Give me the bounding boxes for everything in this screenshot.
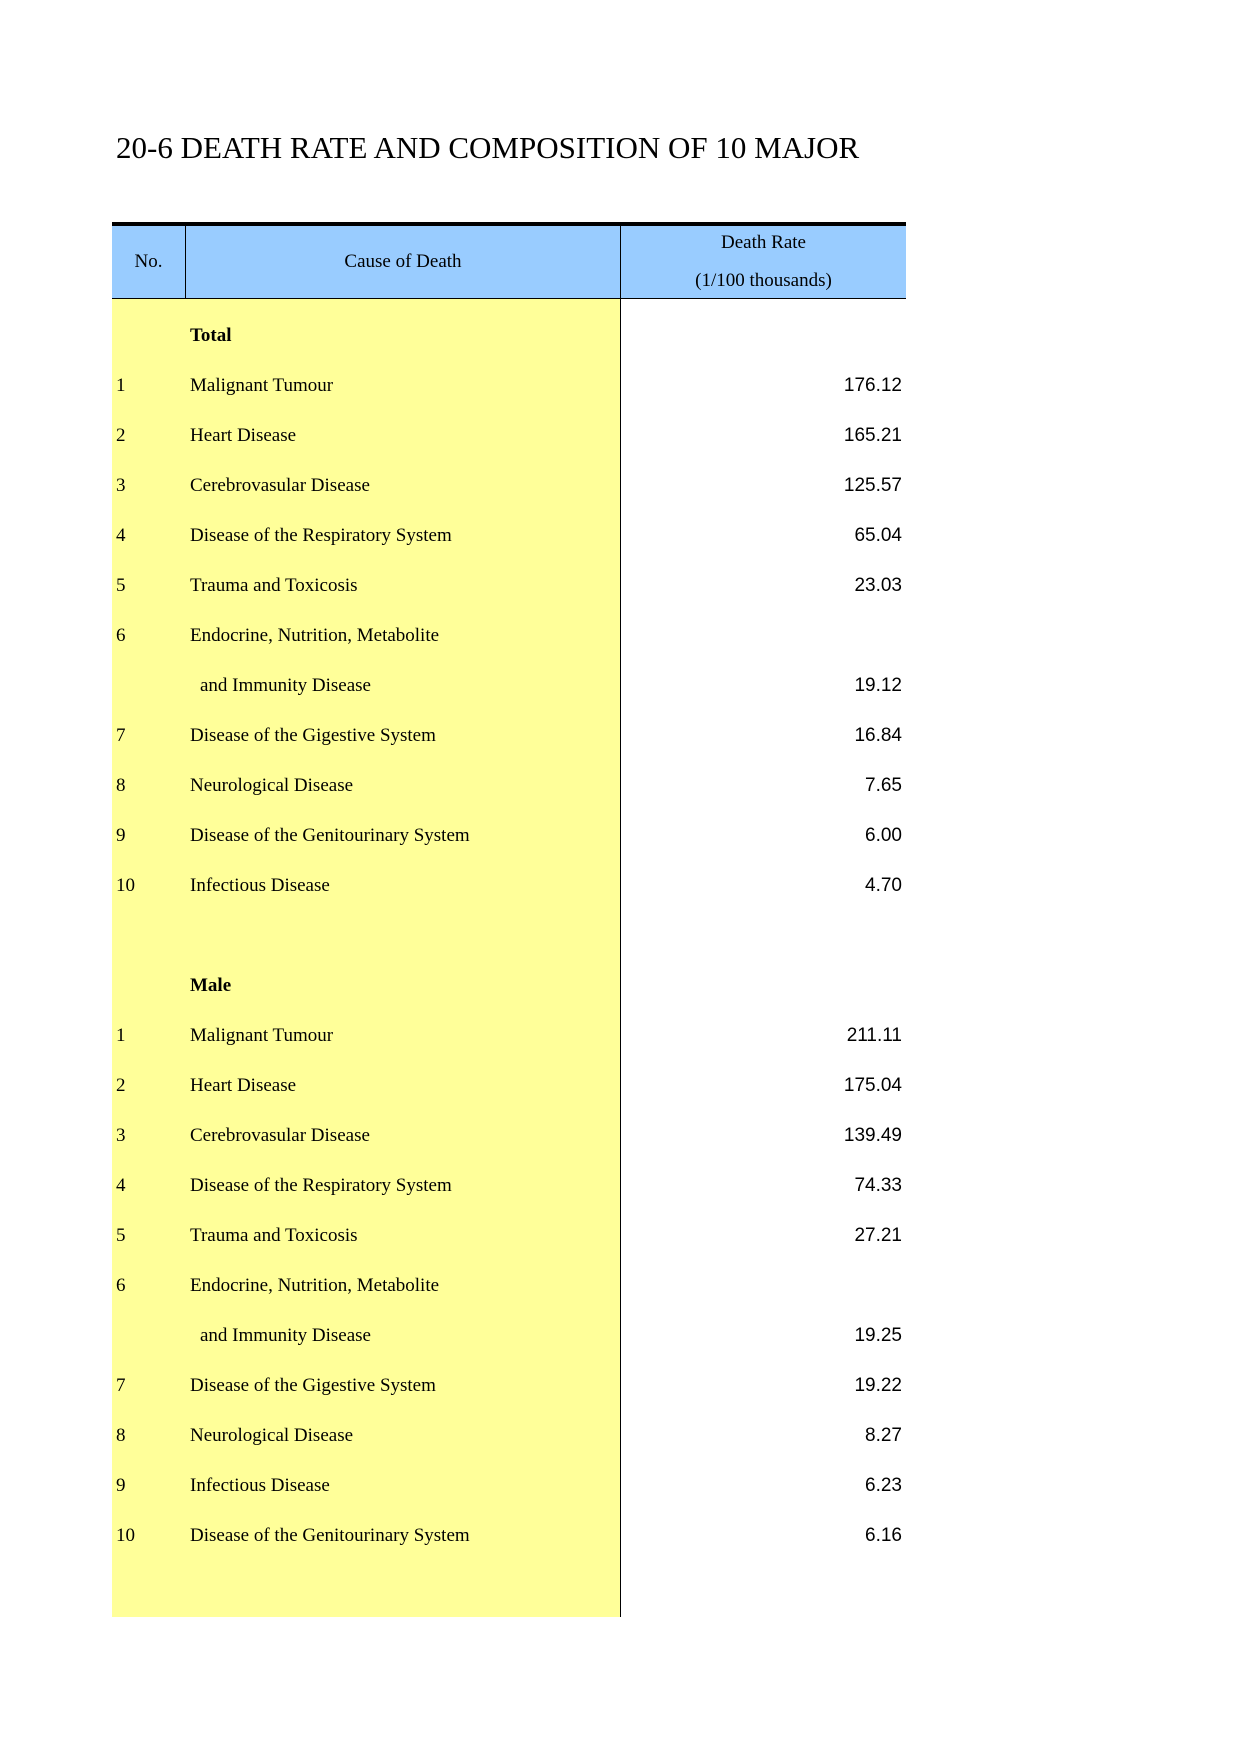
death-rate-cell: 6.23 bbox=[865, 1475, 902, 1496]
rank-cell: 4 bbox=[116, 1175, 126, 1196]
cause-cell: Trauma and Toxicosis bbox=[190, 1225, 358, 1246]
table-row bbox=[112, 1511, 906, 1561]
table-rows bbox=[112, 299, 906, 1561]
rank-cell: 2 bbox=[116, 425, 126, 446]
section-spacer bbox=[112, 911, 906, 961]
table-row bbox=[112, 1211, 906, 1261]
table-row bbox=[112, 1261, 906, 1311]
death-rate-cell: 139.49 bbox=[843, 1125, 902, 1146]
cause-cell: and Immunity Disease bbox=[200, 675, 371, 696]
death-rate-cell: 19.22 bbox=[854, 1375, 902, 1396]
death-rate-cell: 8.27 bbox=[865, 1425, 902, 1446]
death-rate-cell: 176.12 bbox=[843, 375, 902, 396]
death-rate-cell: 165.21 bbox=[843, 425, 902, 446]
header-rate-line2: (1/100 thousands) bbox=[695, 270, 832, 291]
section-label: Male bbox=[190, 975, 232, 996]
data-table bbox=[112, 222, 906, 1561]
table-row bbox=[112, 1411, 906, 1461]
table-row bbox=[112, 1111, 906, 1161]
cause-cell: Neurological Disease bbox=[190, 1425, 354, 1446]
table-row bbox=[112, 361, 906, 411]
rank-cell: 1 bbox=[116, 1025, 126, 1046]
rank-cell: 9 bbox=[116, 1475, 126, 1496]
cause-cell: and Immunity Disease bbox=[200, 1325, 371, 1346]
rank-cell: 9 bbox=[116, 825, 126, 846]
rank-cell: 7 bbox=[116, 1375, 126, 1396]
cause-cell: Disease of the Genitourinary System bbox=[190, 825, 470, 846]
cause-cell: Cerebrovasular Disease bbox=[190, 1125, 370, 1146]
section-label: Total bbox=[190, 325, 232, 346]
cause-cell: Infectious Disease bbox=[190, 1475, 330, 1496]
header-cause: Cause of Death bbox=[186, 226, 621, 298]
section-header-row bbox=[112, 961, 906, 1011]
cause-cell: Neurological Disease bbox=[190, 775, 354, 796]
rank-cell: 3 bbox=[116, 1125, 126, 1146]
rank-cell: 7 bbox=[116, 725, 126, 746]
rank-cell: 5 bbox=[116, 1225, 126, 1246]
death-rate-cell: 4.70 bbox=[865, 875, 902, 896]
death-rate-cell: 7.65 bbox=[865, 775, 902, 796]
table-row bbox=[112, 1061, 906, 1111]
death-rate-cell: 16.84 bbox=[854, 725, 902, 746]
cause-cell: Trauma and Toxicosis bbox=[190, 575, 358, 596]
table-row bbox=[112, 1161, 906, 1211]
cause-cell: Malignant Tumour bbox=[190, 375, 334, 396]
death-rate-cell: 65.04 bbox=[854, 525, 902, 546]
section-header-row bbox=[112, 311, 906, 361]
table-row bbox=[112, 1311, 906, 1361]
table-row bbox=[112, 861, 906, 911]
death-rate-cell: 6.16 bbox=[865, 1525, 902, 1546]
table-row bbox=[112, 611, 906, 661]
rank-cell: 5 bbox=[116, 575, 126, 596]
rank-cell: 10 bbox=[116, 1525, 135, 1546]
cause-cell: Heart Disease bbox=[190, 1075, 297, 1096]
header-rate-line1: Death Rate bbox=[721, 232, 806, 253]
rank-cell: 1 bbox=[116, 375, 126, 396]
rank-cell: 2 bbox=[116, 1075, 126, 1096]
header-no: No. bbox=[112, 226, 186, 298]
cause-cell: Malignant Tumour bbox=[190, 1025, 334, 1046]
table-body bbox=[112, 299, 906, 1561]
death-rate-cell: 175.04 bbox=[843, 1075, 902, 1096]
cause-cell: Endocrine, Nutrition, Metabolite bbox=[190, 1275, 440, 1296]
death-rate-cell: 211.11 bbox=[846, 1025, 902, 1046]
cause-cell: Cerebrovasular Disease bbox=[190, 475, 370, 496]
table-row bbox=[112, 411, 906, 461]
rank-cell: 4 bbox=[116, 525, 126, 546]
cause-cell: Disease of the Gigestive System bbox=[190, 1375, 436, 1396]
table-row bbox=[112, 1011, 906, 1061]
rank-cell: 8 bbox=[116, 775, 126, 796]
death-rate-cell: 27.21 bbox=[854, 1225, 902, 1246]
page-title-container bbox=[116, 128, 906, 178]
page-title: 20-6 DEATH RATE AND COMPOSITION OF 10 MAJOR bbox=[116, 130, 860, 165]
table-row bbox=[112, 711, 906, 761]
death-rate-cell: 23.03 bbox=[854, 575, 902, 596]
rank-cell: 8 bbox=[116, 1425, 126, 1446]
rank-cell: 6 bbox=[116, 1275, 126, 1296]
death-rate-cell: 125.57 bbox=[843, 475, 902, 496]
death-rate-cell: 74.33 bbox=[854, 1175, 902, 1196]
table-header bbox=[112, 226, 906, 299]
cause-cell: Disease of the Gigestive System bbox=[190, 725, 436, 746]
cause-cell: Infectious Disease bbox=[190, 875, 330, 896]
rank-cell: 6 bbox=[116, 625, 126, 646]
table-row bbox=[112, 511, 906, 561]
cause-cell: Disease of the Respiratory System bbox=[190, 1175, 452, 1196]
death-rate-cell: 19.25 bbox=[854, 1325, 902, 1346]
cause-cell: Heart Disease bbox=[190, 425, 297, 446]
rank-cell: 10 bbox=[116, 875, 135, 896]
cause-cell: Endocrine, Nutrition, Metabolite bbox=[190, 625, 440, 646]
cause-cell: Disease of the Respiratory System bbox=[190, 525, 452, 546]
header-rate bbox=[621, 226, 906, 298]
table-row bbox=[112, 761, 906, 811]
table-row bbox=[112, 561, 906, 611]
table-row bbox=[112, 461, 906, 511]
death-rate-cell: 19.12 bbox=[854, 675, 902, 696]
cause-cell: Disease of the Genitourinary System bbox=[190, 1525, 470, 1546]
table-row bbox=[112, 661, 906, 711]
table-row bbox=[112, 811, 906, 861]
death-rate-cell: 6.00 bbox=[865, 825, 902, 846]
table-row bbox=[112, 1361, 906, 1411]
table-row bbox=[112, 1461, 906, 1511]
rank-cell: 3 bbox=[116, 475, 126, 496]
